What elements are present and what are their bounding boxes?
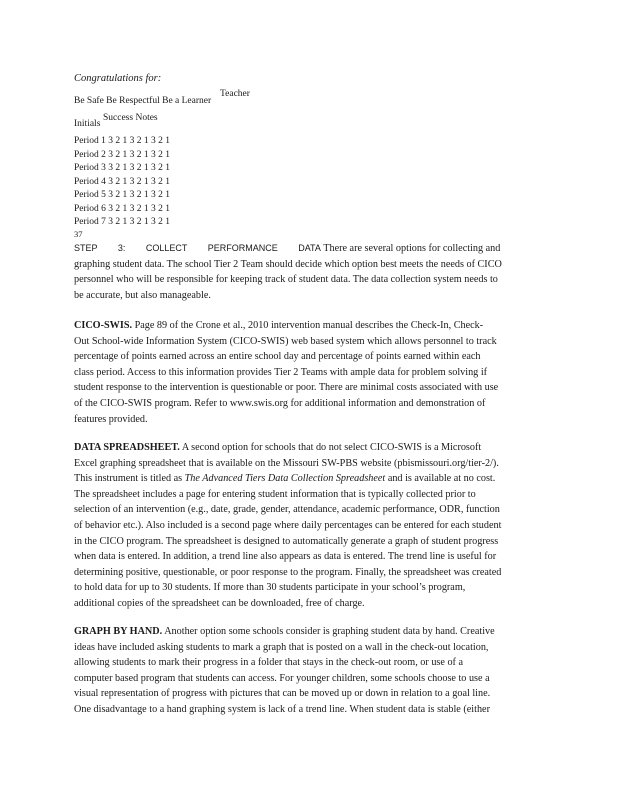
period-row: Period 3 3 2 1 3 2 1 3 2 1 <box>74 163 171 173</box>
step-3-paragraph <box>74 241 546 303</box>
cico-line: features provided. <box>74 413 148 425</box>
congratulations-label: Congratulations for: <box>74 73 162 84</box>
period-row: Period 4 3 2 1 3 2 1 3 2 1 <box>74 176 171 187</box>
data-spreadsheet-heading: DATA SPREADSHEET. <box>74 442 180 453</box>
spreadsheet-line: when data is entered. In addition, a trend line also appears as data is entered. The trend line is useful for <box>74 551 497 563</box>
graph-line: allowing students to mark their progress in a folder that stays in the check-out room, or use of a <box>74 657 464 669</box>
spreadsheet-line: to hold data for up to 30 students. If more than 30 students participate in your school’s program, <box>74 582 466 594</box>
spreadsheet-title-after: and is available at no cost. <box>385 473 496 485</box>
graph-by-hand-paragraph <box>74 624 546 718</box>
step-line: graphing student data. The school Tier 2 Team should decide which option best meets the needs of CICO <box>74 258 502 270</box>
spreadsheet-line: of behavior etc.). Also included is a second page where daily percentages can be entered for each student <box>74 519 502 531</box>
cico-line: Out School-wide Information System (CICO-SWIS) web based system which allows personnel to track <box>74 335 497 347</box>
spreadsheet-line: additional copies of the spreadsheet can be downloaded, free of charge. <box>74 597 365 609</box>
graph-line: One disadvantage to a hand graphing system is lack of a trend line. When student data is stable (either <box>74 703 490 715</box>
cico-swis-heading: CICO-SWIS. <box>74 320 133 331</box>
spreadsheet-line: This instrument is titled as <box>74 473 185 485</box>
graph-line: Another option some schools consider is graphing student data by hand. Creative <box>164 626 495 637</box>
initials-label: Initials <box>74 119 101 129</box>
spreadsheet-line: Excel graphing spreadsheet that is available on the Missouri SW-PBS website (pbismissouri.org/tier-2/). <box>74 457 499 469</box>
teacher-label: Teacher <box>220 89 250 99</box>
step-3-heading: STEP 3: COLLECT PERFORMANCE DATA <box>74 243 321 253</box>
expectations-label: Be Safe Be Respectful Be a Learner <box>74 96 212 106</box>
success-notes-label: Success Notes <box>103 113 158 123</box>
graph-line: ideas have included asking students to mark a graph that is posted on a wall in the check-out location, <box>74 641 489 653</box>
spreadsheet-line: in the CICO program. The spreadsheet is designed to automatically generate a graph of student progress <box>74 535 499 547</box>
period-row: Period 2 3 2 1 3 2 1 3 2 1 <box>74 149 171 160</box>
page-number: 37 <box>74 229 83 239</box>
spreadsheet-line: A second option for schools that do not select CICO-SWIS is a Microsoft <box>181 442 482 453</box>
cico-line: Page 89 of the Crone et al., 2010 intervention manual describes the Check-In, Check- <box>134 320 484 331</box>
period-row: Period 6 3 2 1 3 2 1 3 2 1 <box>74 203 171 214</box>
graph-by-hand-heading: GRAPH BY HAND. <box>74 626 163 637</box>
step-line: personnel who will be responsible for keeping track of student data. The data collection system needs to <box>74 274 498 286</box>
spreadsheet-line: determining positive, questionable, or poor response to the program. Finally, the spreadsheet was created <box>74 566 502 578</box>
cico-line: of the CICO-SWIS program. Refer to www.swis.org for additional information and demonstration of <box>74 397 486 409</box>
cico-swis-paragraph <box>74 318 546 427</box>
period-row: Period 1 3 2 1 3 2 1 3 2 1 <box>74 136 171 146</box>
step-line: be accurate, but also manageable. <box>74 289 211 301</box>
period-row: Period 7 3 2 1 3 2 1 3 2 1 <box>74 217 171 227</box>
spreadsheet-line: selection of an intervention (e.g., date, grade, gender, attendance, academic performance, ODR, function <box>74 504 500 516</box>
data-spreadsheet-paragraph <box>74 440 546 612</box>
step-line: There are several options for collecting and <box>323 243 501 254</box>
cico-line: class period. Access to this information provides Tier 2 Teams with ample data for problem solving if <box>74 366 488 378</box>
graph-line: computer based program that students can access. For younger children, some schools choose to use a <box>74 672 490 684</box>
spreadsheet-title: The Advanced Tiers Data Collection Spreadsheet <box>184 473 386 485</box>
spreadsheet-line: The spreadsheet includes a page for entering student information that is typically collected prior to <box>74 488 476 500</box>
cico-line: percentage of points earned across an entire school day and percentage of points earned within each <box>74 351 481 363</box>
graph-line: visual representation of progress with pictures that can be moved up or down in relation to a goal line. <box>74 688 491 700</box>
period-row: Period 5 3 2 1 3 2 1 3 2 1 <box>74 190 171 200</box>
cico-line: student response to the intervention is questionable or poor. There are minimal costs associated with use <box>74 382 499 394</box>
